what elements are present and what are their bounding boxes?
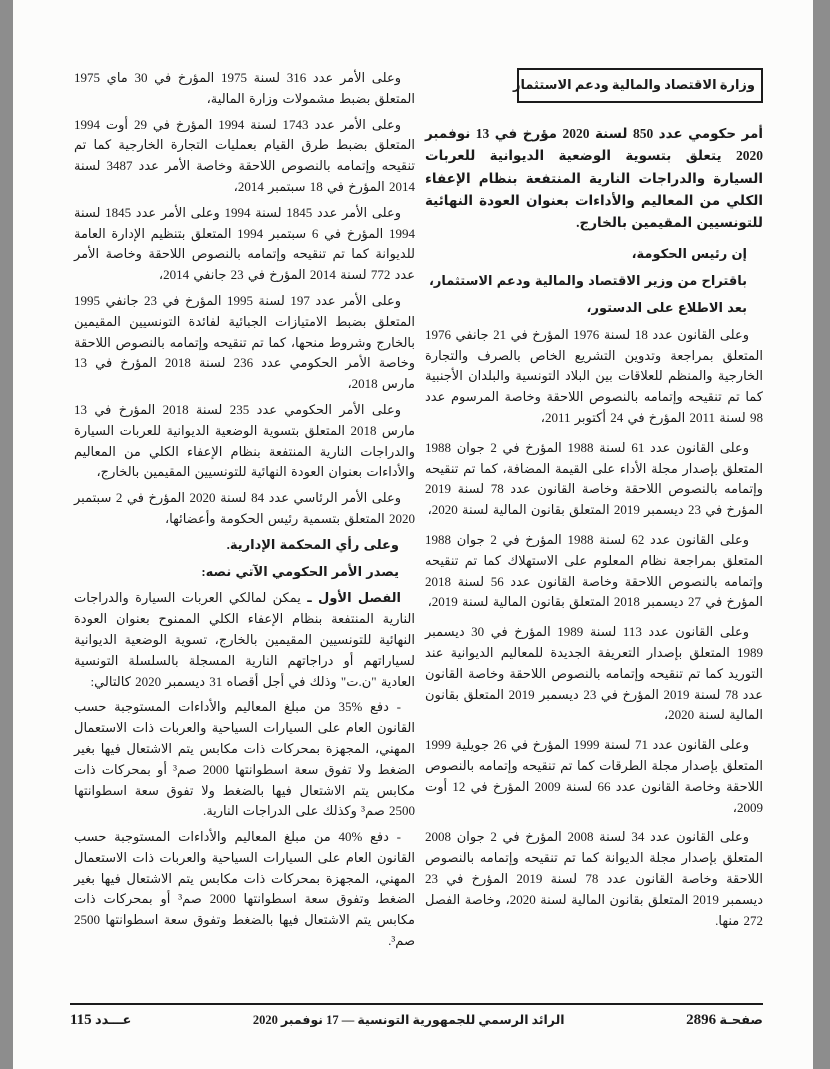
footer-page-label: صفحـة — [719, 1012, 763, 1027]
intro-line-constitution: بعد الاطلاع على الدستور، — [586, 300, 747, 316]
article-one-paragraph — [74, 588, 415, 692]
visa-law-62-1988: وعلى القانون عدد 62 لسنة 1988 المؤرخ في 2 جوان 1988 المتعلق بمراجعة نظام المعلوم على الاستهلاك كما تم تنقيحه وإتمامه بالنصوص اللاحقة وخاصة القانون عدد 56 لسنة 2018 المؤرخ في 27 ديسمبر 2018 المتعلق بقانون المالية لسنة 2019، — [425, 532, 763, 610]
visa-decree-197-1995: وعلى الأمر عدد 197 لسنة 1995 المؤرخ في 23 جانفي 1995 المتعلق بضبط الامتيازات الجبائية لفائدة التونسيين المقيمين بالخارج وشروط منحها، كما تم تنقيحه وإتمامه بالنصوص اللاحقة وخاصة الأمر الحكومي عدد 236 لسنة 2018 المؤرخ في 13 مارس 2018، — [74, 292, 415, 392]
ministry-title: وزارة الاقتصاد والمالية ودعم الاستثمار — [512, 77, 755, 92]
footer-issue-number — [70, 1012, 131, 1029]
ministry-header-box — [512, 68, 763, 103]
article-one-text: يمكن لمالكي العربات السيارة والدراجات النارية المنتفعة بنظام الإعفاء الكلي الممنوح بعنوان العودة النهائية للتونسيين المقيمين بالخارج، تسوية الوضعية الديوانية لسياراتهم أو دراجاتهم النارية المسجلة بالسلسلة التونسية العادية "ن.ت" وذلك في أجل أقصاه 31 ديسمبر 2020 كالتالي: — [74, 590, 415, 689]
footer-issue-number-value: 115 — [70, 1012, 92, 1028]
decree-title: أمر حكومي عدد 850 لسنة 2020 مؤرخ في 13 نوفمبر 2020 يتعلق بتسوية الوضعية الديوانية للعربات السيارة والدراجات النارية المنتفعة بنظام الإعفاء الكلي من المعاليم والأداءات بعنوان العودة النهائية للتونسيين المقيمين بالخارج. — [425, 126, 763, 231]
document-page — [13, 0, 813, 1069]
scan-edge-right — [813, 0, 830, 1069]
footer-journal-title: الرائد الرسمي للجمهورية التونسية — 17 نوفمبر 2020 — [252, 1013, 565, 1027]
scan-edge-left — [0, 0, 13, 1069]
court-opinion-line: وعلى رأي المحكمة الإدارية. — [226, 536, 399, 552]
visa-law-61-1988: وعلى القانون عدد 61 لسنة 1988 المؤرخ في 2 جوان 1988 المتعلق بإصدار مجلة الأداء على القيمة المضافة، كما تم تنقيحه وإتمامه بالنصوص اللاحقة وخاصة القانون عدد 78 لسنة 2019 المؤرخ في 23 ديسمبر 2019 المتعلق بقانون المالية لسنة 2020، — [425, 439, 763, 518]
visa-law-34-2008: وعلى القانون عدد 34 لسنة 2008 المؤرخ في 2 جوان 2008 المتعلق بإصدار مجلة الديوانة كما تم تنقيحه وإتمامه بالنصوص اللاحقة وخاصة القانون عدد 78 لسنة 2019 المؤرخ في 23 ديسمبر 2019 المتعلق بقانون المالية لسنة 2020، وخاصة الفصل 272 منها. — [425, 829, 763, 928]
intro-line-proposal: باقتراح من وزير الاقتصاد والمالية ودعم الاستثمار، — [428, 273, 747, 289]
intro-line-head-of-government: إن رئيس الحكومة، — [631, 246, 747, 262]
visa-decree-1743-1994: وعلى الأمر عدد 1743 لسنة 1994 المؤرخ في 29 أوت 1994 المتعلق بضبط طرق القيام بعمليات التجارة الخارجية كما تم تنقيحه وإتمامه بالنصوص اللاحقة وخاصة الأمر عدد 3487 لسنة 2014 المؤرخ في 18 سبتمبر 2014، — [74, 116, 416, 194]
left-column — [74, 60, 415, 957]
visa-decree-316-1975: وعلى الأمر عدد 316 لسنة 1975 المؤرخ في 30 ماي 1975 المتعلق بضبط مشمولات وزارة المالية، — [74, 70, 415, 106]
right-column — [425, 60, 763, 957]
page-footer — [70, 1003, 763, 1029]
enactment-line: يصدر الأمر الحكومي الآتي نصه: — [201, 563, 399, 579]
visa-decree-1845-1994: وعلى الأمر عدد 1845 لسنة 1994 وعلى الأمر عدد 1845 لسنة 1994 المؤرخ في 6 سبتمبر 1994 المتعلق بتنظيم الإدارة العامة للديوانة كما تم تنقيحه وإتمامه بالنصوص اللاحقة وخاصة الأمر عدد 772 لسنة 2014 المؤرخ في 23 جانفي 2014، — [74, 204, 415, 283]
footer-issue-label: عـــدد — [94, 1012, 132, 1027]
footer-row — [70, 1012, 763, 1029]
bullet-pay-35-percent: - دفع %35 من مبلغ المعاليم والأداءات المستوجبة حسب القانون العام على السيارات السياحية والعربات ذات الاستعمال المهني، المجهزة بمحركات ذات مكابس يتم الاشتعال فيها بغير الضغط ولا تفوق سعة اسطوانتها 2000 صم³ أو بمحركات ذات مكابس يتم الاشتعال فيها بالضغط ولا تفوق سعة اسطوانتها 2500 صم³ وكذلك على الدراجات النارية. — [74, 699, 415, 819]
visa-law-113-1989: وعلى القانون عدد 113 لسنة 1989 المؤرخ في 30 ديسمبر 1989 المتعلق بإصدار التعريفة الجديدة للمعاليم الديوانية عند التوريد كما تم تنقيحه وإتمامه بالنصوص اللاحقة وخاصة القانون عدد 78 لسنة 2019 المؤرخ في 23 ديسمبر 2019 المتعلق بقانون المالية لسنة 2020، — [425, 624, 763, 723]
visa-law-71-1999: وعلى القانون عدد 71 لسنة 1999 المؤرخ في 26 جويلية 1999 المتعلق بإصدار مجلة الطرقات كما تم تنقيحه وإتمامه بالنصوص اللاحقة وخاصة القانون عدد 66 لسنة 2009 المؤرخ في 12 أوت 2009، — [425, 737, 763, 815]
footer-rule — [70, 1003, 763, 1005]
bullet-pay-40-percent: - دفع %40 من مبلغ المعاليم والأداءات المستوجبة حسب القانون العام على السيارات السياحية والعربات ذات الاستعمال المهني، المجهزة بمحركات ذات مكابس يتم الاشتعال فيها بغير الضغط وتفوق سعة اسطوانتها 2000 صم³ أو بمحركات ذات مكابس يتم الاشتعال فيها بالضغط وتفوق سعة اسطوانتها 2500 صم³. — [74, 829, 415, 949]
article-one-label: الفصل الأول ـ — [307, 590, 402, 606]
visa-decree-84-2020: وعلى الأمر الرئاسي عدد 84 لسنة 2020 المؤرخ في 2 سبتمبر 2020 المتعلق بتسمية رئيس الحكومة وأعضائها، — [74, 490, 415, 526]
visa-law-18-1976: وعلى القانون عدد 18 لسنة 1976 المؤرخ في 21 جانفي 1976 المتعلق بمراجعة وتدوين التشريع الخاص بالصرف والتجارة الخارجية والمنظم للعلاقات بين البلاد التونسية والبلدان الأجنبية كما تم تنقيحه وإتمامه بالنصوص اللاحقة وخاصة المرسوم عدد 98 لسنة 2011 المؤرخ في 24 أكتوبر 2011، — [425, 326, 763, 426]
footer-page-number — [686, 1012, 763, 1029]
page-body — [70, 60, 763, 957]
footer-page-number-value: 2896 — [686, 1012, 717, 1028]
visa-decree-235-2018: وعلى الأمر الحكومي عدد 235 لسنة 2018 المؤرخ في 13 مارس 2018 المتعلق بتسوية الوضعية الديوانية للعربات السيارة والدراجات النارية المنتفعة بنظام الإعفاء الكلي من المعاليم والأداءات بعنوان العودة النهائية للتونسيين المقيمين بالخارج، — [74, 401, 415, 480]
